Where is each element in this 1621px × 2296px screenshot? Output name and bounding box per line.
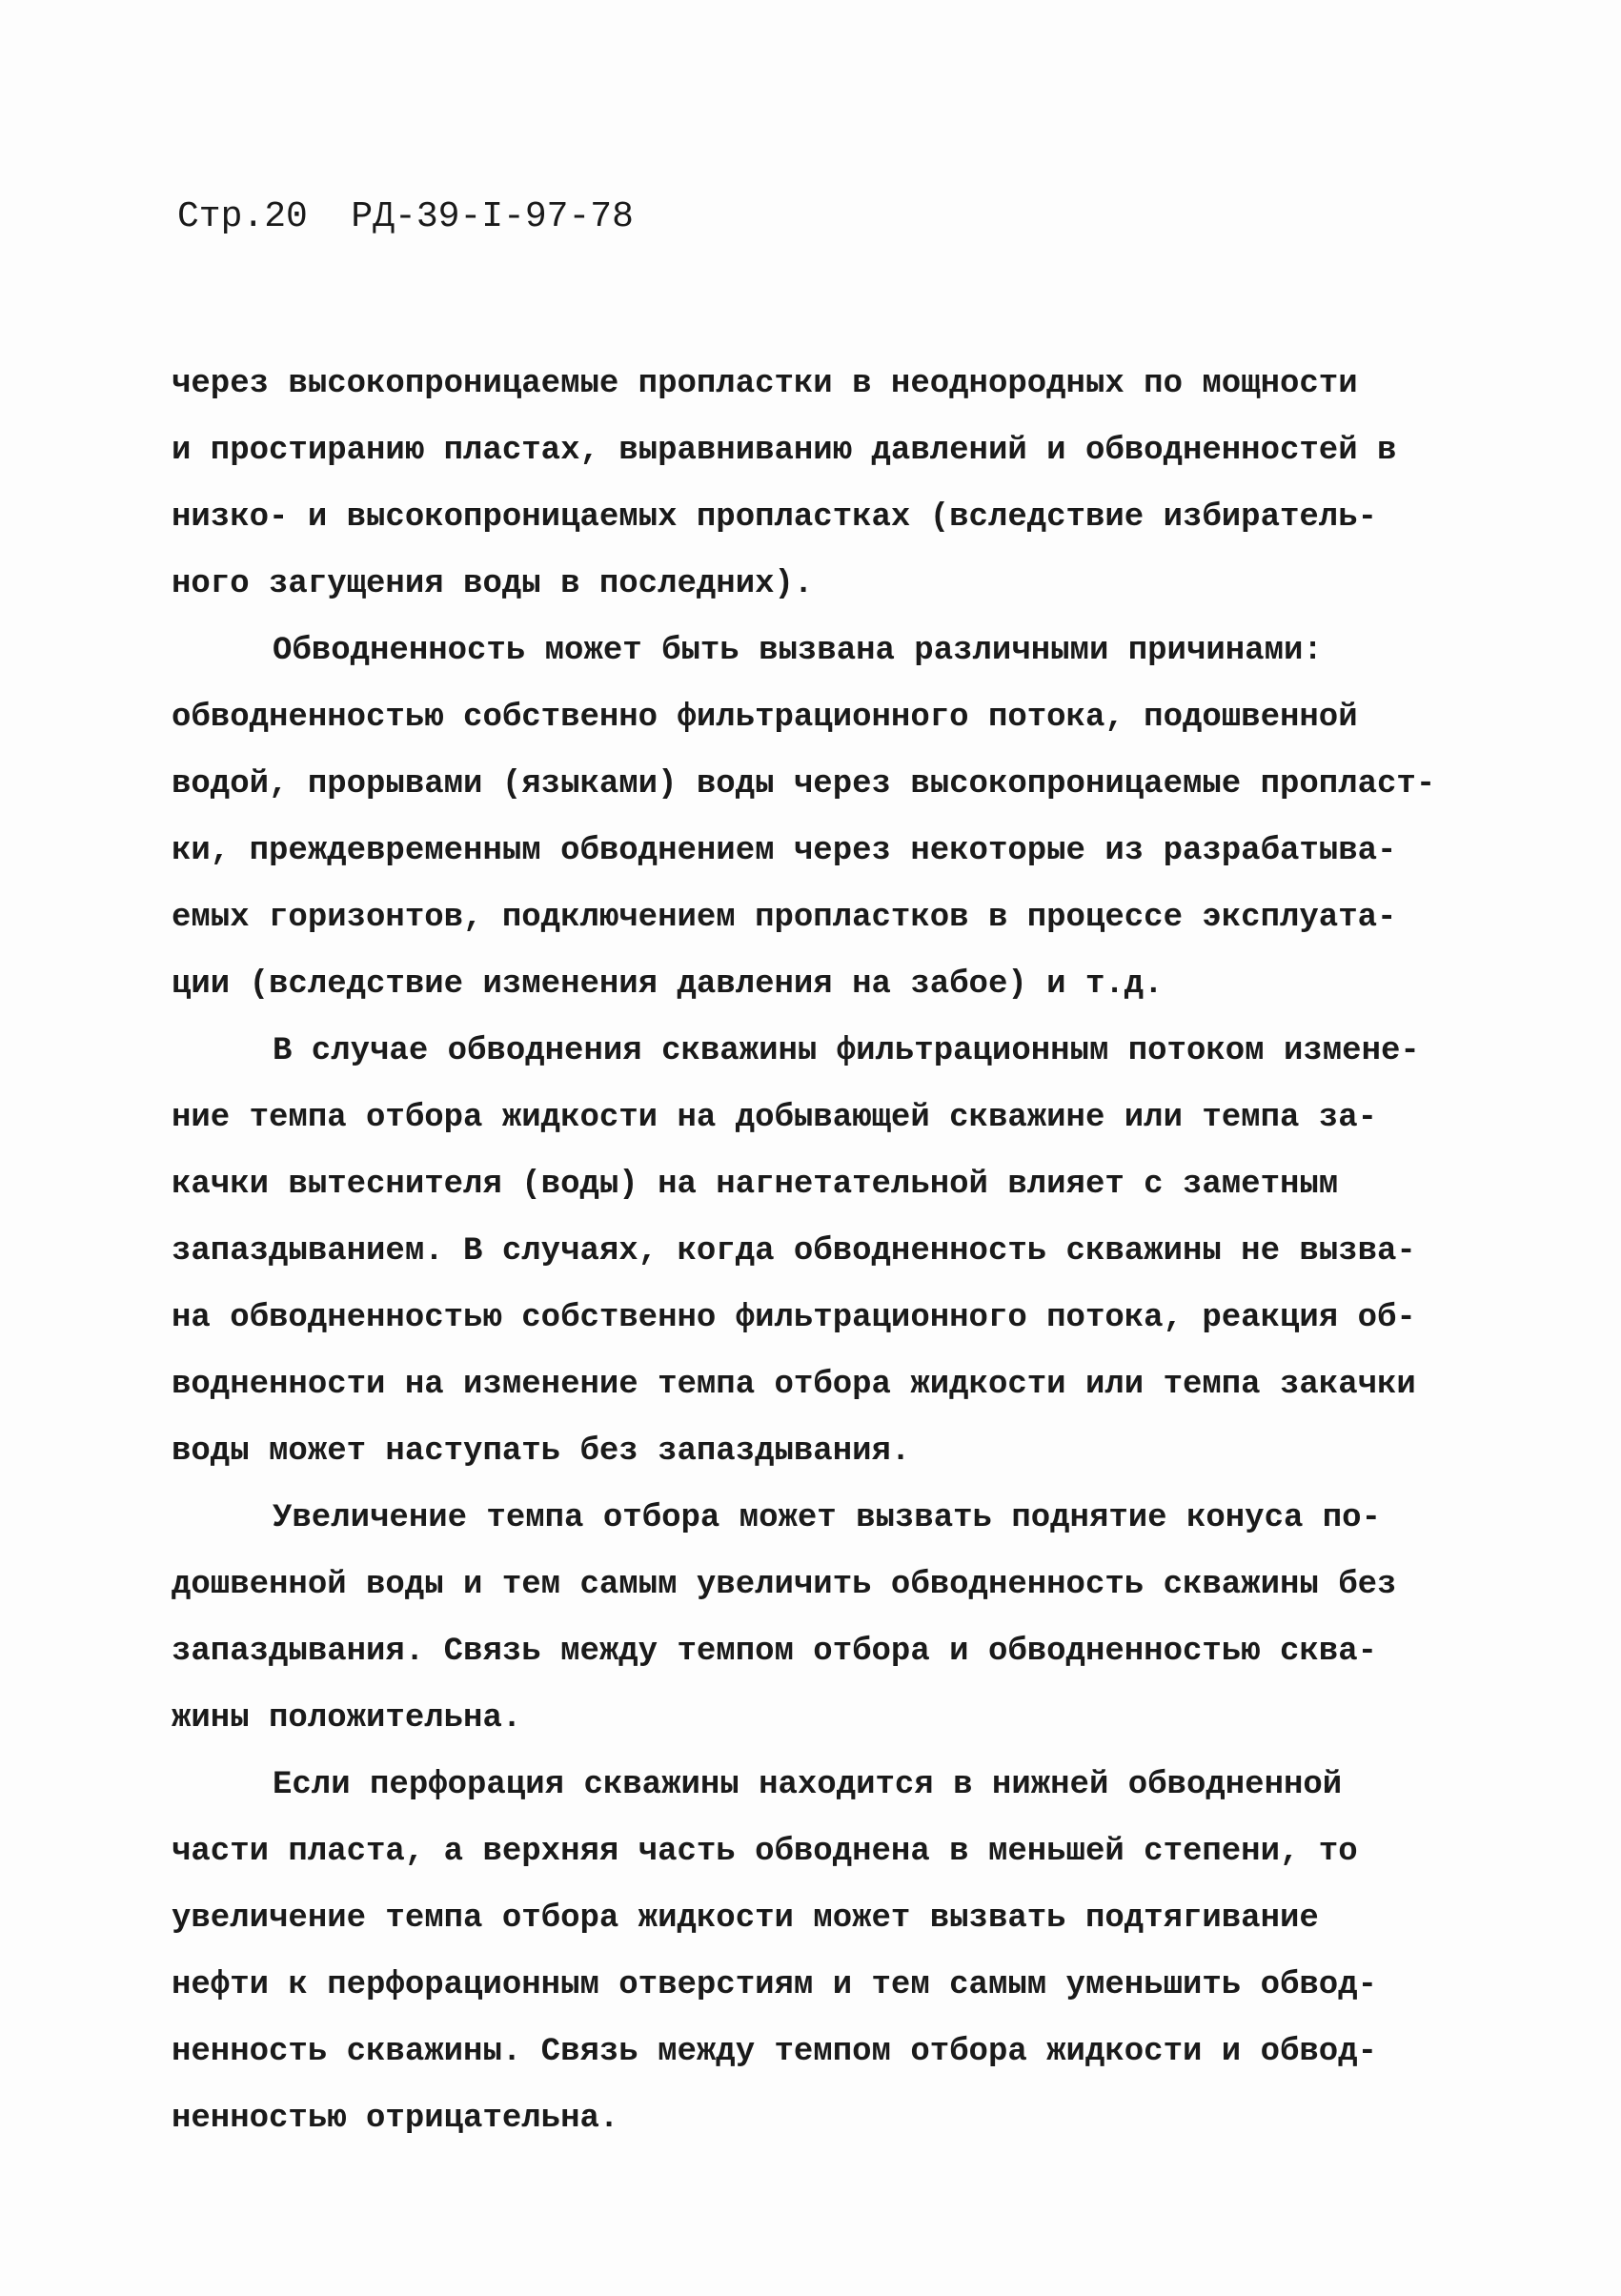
text-line: части пласта, а верхняя часть обводнена в меньшей степени, то (172, 1834, 1358, 1870)
text-line: воды может наступать без запаздывания. (172, 1433, 911, 1470)
text-line: Если перфорация скважины находится в нижней обводненной (273, 1767, 1343, 1803)
text-line: ки, преждевременным обводнением через некоторые из разрабатыва- (172, 833, 1397, 869)
paragraph (172, 1485, 1449, 1752)
text-line: нефти к перфорационным отверстиям и тем самым уменьшить обвод- (172, 1967, 1378, 2003)
text-line: водненности на изменение темпа отбора жидкости или темпа закачки (172, 1367, 1416, 1403)
text-line: ции (вследствие изменения давления на забое) и т.д. (172, 966, 1164, 1003)
text-line: запаздывания. Связь между темпом отбора и обводненностью сква- (172, 1634, 1378, 1670)
text-line: ненностью отрицательна. (172, 2101, 619, 2137)
text-line: ние темпа отбора жидкости на добывающей скважине или темпа за- (172, 1100, 1378, 1136)
text-line: через высокопроницаемые пропластки в неоднородных по мощности (172, 366, 1358, 402)
text-line: водой, прорывами (языками) воды через высокопроницаемые пропласт- (172, 766, 1436, 803)
text-line: В случае обводнения скважины фильтрационным потоком измене- (273, 1033, 1420, 1069)
text-line: Увеличение темпа отбора может вызвать поднятие конуса по- (273, 1500, 1381, 1536)
page-header: Стр.20 РД-39-I-97-78 (177, 196, 634, 237)
text-line: обводненностью собственно фильтрационного потока, подошвенной (172, 700, 1358, 736)
paragraph (172, 618, 1449, 1018)
text-line: ного загущения воды в последних). (172, 566, 814, 602)
text-line: емых горизонтов, подключением пропластков в процессе эксплуата- (172, 900, 1397, 936)
body-text (172, 351, 1449, 2152)
text-line: увеличение темпа отбора жидкости может вызвать подтягивание (172, 1900, 1319, 1937)
text-line: на обводненностью собственно фильтрационного потока, реакция об- (172, 1300, 1416, 1336)
text-line: Обводненность может быть вызвана различными причинами: (273, 633, 1323, 669)
text-line: ненность скважины. Связь между темпом отбора жидкости и обвод- (172, 2034, 1378, 2070)
text-line: качки вытеснителя (воды) на нагнетательной влияет с заметным (172, 1167, 1339, 1203)
paragraph (172, 1018, 1449, 1485)
text-line: запаздыванием. В случаях, когда обводненность скважины не вызва- (172, 1233, 1416, 1270)
paragraph (172, 351, 1449, 618)
paragraph (172, 1752, 1449, 2152)
text-line: и простиранию пластах, выравниванию давлений и обводненностей в (172, 433, 1397, 469)
text-line: жины положительна. (172, 1700, 522, 1737)
text-line: дошвенной воды и тем самым увеличить обводненность скважины без (172, 1567, 1397, 1603)
text-line: низко- и высокопроницаемых пропластках (вследствие избиратель- (172, 499, 1378, 536)
